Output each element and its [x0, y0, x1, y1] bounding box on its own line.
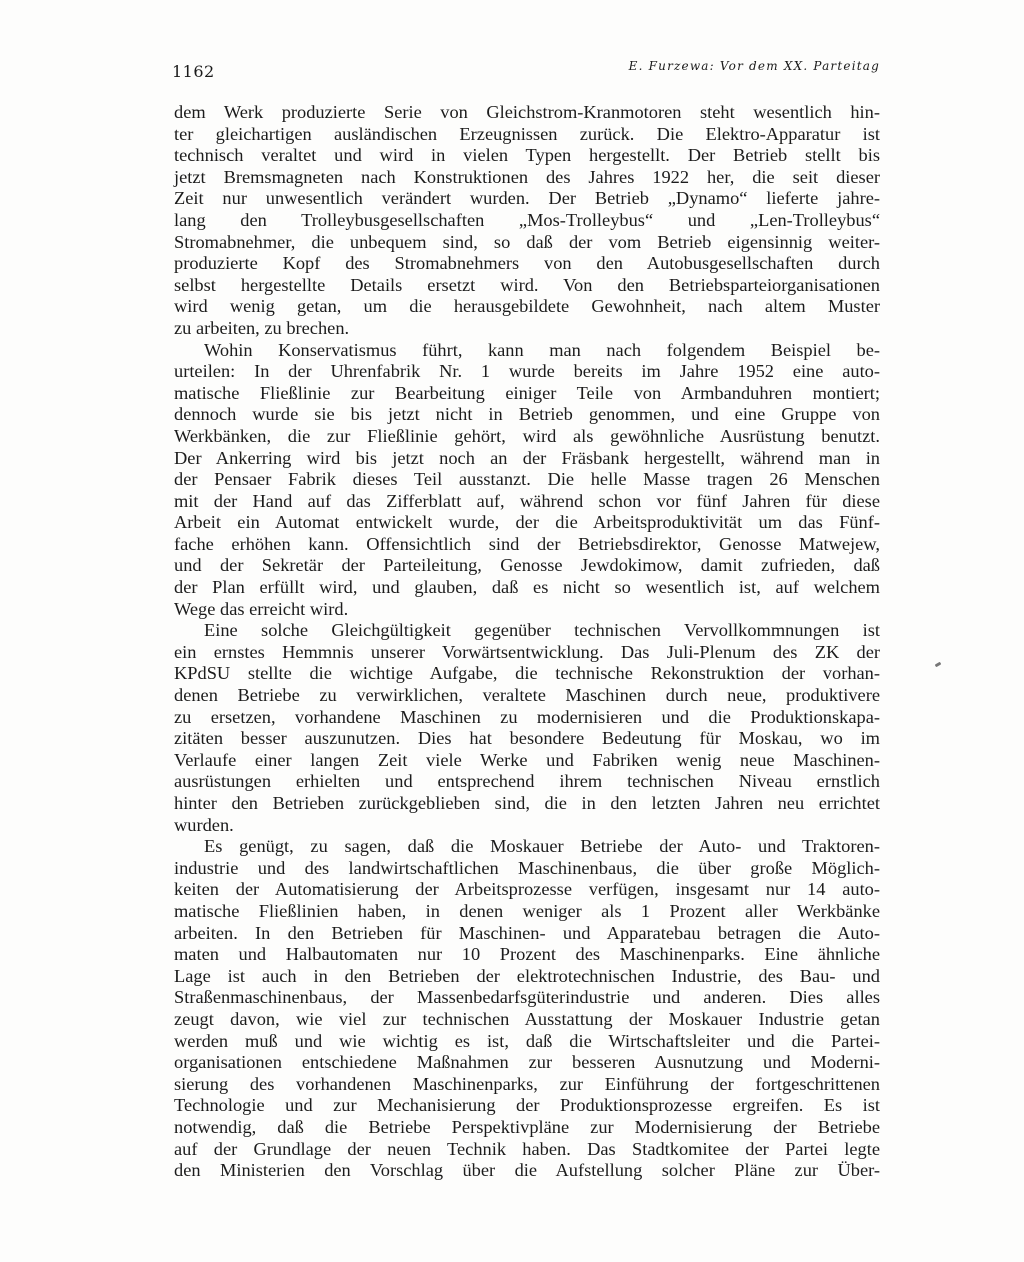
text-line: ter gleichartigen ausländischen Erzeugnissen zurück. Die Elektro-Apparatur ist [174, 123, 880, 144]
text-line: organisationen entschiedene Maßnahmen zur besseren Ausnutzung und Moderni- [174, 1052, 880, 1073]
text-line: Es genügt, zu sagen, daß die Moskauer Betriebe der Auto- und Traktoren- [204, 836, 880, 857]
text-line: matische Fließlinie zur Bearbeitung einiger Teile von Armbanduhren montiert; [174, 382, 880, 403]
text-line: Wohin Konservatismus führt, kann man nach folgendem Beispiel be- [204, 339, 880, 360]
text-line: wird wenig getan, um die herausgebildete Gewohnheit, nach altem Muster [174, 296, 880, 317]
text-line: Straßenmaschinenbaus, der Massenbedarfsgüterindustrie und anderen. Dies alles [174, 987, 880, 1008]
paragraph [174, 340, 880, 621]
running-title: E. Furzewa: Vor dem XX. Parteitag [628, 59, 880, 73]
text-line: urteilen: In der Uhrenfabrik Nr. 1 wurde bereits im Jahre 1952 eine auto- [174, 361, 880, 382]
text-line: werden muß und wie wichtig es ist, daß die Wirtschaftsleiter und die Partei- [174, 1030, 880, 1051]
text-line: denen Betriebe zu verwirklichen, veraltete Maschinen durch neue, produktivere [174, 685, 880, 706]
body-text [174, 102, 880, 1182]
page-number: 1162 [172, 62, 215, 81]
text-line: ein ernstes Hemmnis unserer Vorwärtsentwicklung. Das Juli-Plenum des ZK der [174, 641, 880, 662]
text-line: produzierte Kopf des Stromabnehmers von den Autobusgesellschaften durch [174, 253, 880, 274]
paragraph [174, 620, 880, 836]
text-line: matische Fließlinien haben, in denen weniger als 1 Prozent aller Werkbänke [174, 900, 880, 921]
paragraph [174, 102, 880, 340]
text-line: technisch veraltet und wird in vielen Typen hergestellt. Der Betrieb stellt bis [174, 145, 880, 166]
text-line: und der Sekretär der Parteileitung, Genosse Jewdokimow, damit zufrieden, daß [174, 555, 880, 576]
margin-mark [935, 662, 942, 668]
text-line: Technologie und zur Mechanisierung der Produktionsprozesse ergreifen. Es ist [174, 1095, 880, 1116]
text-line: maten und Halbautomaten nur 10 Prozent des Maschinenparks. Eine ähnliche [174, 944, 880, 965]
text-line: notwendig, daß die Betriebe Perspektivpläne zur Modernisierung der Betriebe [174, 1116, 880, 1137]
text-line: Arbeit ein Automat entwickelt wurde, der die Arbeitsproduktivität um das Fünf- [174, 512, 880, 533]
text-line: keiten der Automatisierung der Arbeitsprozesse verfügen, insgesamt nur 14 auto- [174, 879, 880, 900]
text-line: Wege das erreicht wird. [174, 598, 349, 619]
text-line: ausrüstungen erhielten und entsprechend ihrem technischen Niveau ernstlich [174, 771, 880, 792]
text-line: KPdSU stellte die wichtige Aufgabe, die technische Rekonstruktion der vorhan- [174, 663, 880, 684]
text-line: dennoch wurde sie bis jetzt nicht in Betrieb genommen, und eine Gruppe von [174, 404, 880, 425]
text-line: Eine solche Gleichgültigkeit gegenüber technischen Vervollkommnungen ist [204, 620, 880, 641]
text-line: lang den Trolleybusgesellschaften „Mos-Trolleybus“ und „Len-Trolleybus“ [174, 209, 880, 230]
text-line: Zeit nur unwesentlich verändert wurden. Der Betrieb „Dynamo“ lieferte jahre- [174, 188, 880, 209]
text-line: dem Werk produzierte Serie von Gleichstrom-Kranmotoren steht wesentlich hin- [174, 102, 880, 122]
text-line: mit der Hand auf das Zifferblatt auf, während schon vor fünf Jahren für diese [174, 490, 880, 511]
text-line: den Ministerien den Vorschlag über die Aufstellung solcher Pläne zur Über- [174, 1160, 880, 1181]
text-line: Werkbänken, die zur Fließlinie gehört, wird als gewöhnliche Ausrüstung benutzt. [174, 425, 880, 446]
text-line: hinter den Betrieben zurückgeblieben sind, die in den letzten Jahren neu errichtet [174, 793, 880, 813]
text-line: Der Ankerring wird bis jetzt noch an der Fräsbank hergestellt, während man in [174, 447, 880, 468]
text-line: der Pensaer Fabrik dieses Teil ausstanzt. Die helle Masse tragen 26 Menschen [174, 469, 880, 490]
text-line: jetzt Bremsmagneten nach Konstruktionen des Jahres 1922 her, die seit dieser [174, 166, 880, 187]
text-line: Verlaufe einer langen Zeit viele Werke und Fabriken wenig neue Maschinen- [174, 749, 880, 770]
text-line: zitäten besser auszunutzen. Dies hat besondere Bedeutung für Moskau, wo im [174, 728, 880, 749]
text-line: zu arbeiten, zu brechen. [174, 317, 350, 338]
text-line: industrie und des landwirtschaftlichen Maschinenbaus, die über große Möglich- [174, 857, 880, 878]
text-line: sierung des vorhandenen Maschinenparks, zur Einführung der fortgeschrittenen [174, 1073, 880, 1094]
text-line: zeugt davon, wie viel zur technischen Ausstattung der Moskauer Industrie getan [174, 1008, 880, 1029]
text-line: Stromabnehmer, die unbequem sind, so daß der vom Betrieb eigensinnig weiter- [174, 231, 880, 252]
text-line: wurden. [174, 814, 234, 835]
text-line: selbst hergestellte Details ersetzt wird. Von den Betriebsparteiorganisationen [174, 274, 880, 295]
page-header [172, 56, 880, 82]
text-line: arbeiten. In den Betrieben für Maschinen- und Apparatebau betragen die Auto- [174, 922, 880, 943]
text-line: der Plan erfüllt wird, und glauben, daß es nicht so wesentlich ist, auf welchem [174, 577, 880, 598]
paragraph [174, 836, 880, 1182]
text-line: zu ersetzen, vorhandene Maschinen zu modernisieren und die Produktionskapa- [174, 706, 880, 727]
text-line: auf der Grundlage der neuen Technik haben. Das Stadtkomitee der Partei legte [174, 1138, 880, 1159]
text-line: fache erhöhen kann. Offensichtlich sind der Betriebsdirektor, Genosse Matwejew, [174, 533, 880, 554]
text-line: Lage ist auch in den Betrieben der elektrotechnischen Industrie, des Bau- und [174, 965, 880, 986]
